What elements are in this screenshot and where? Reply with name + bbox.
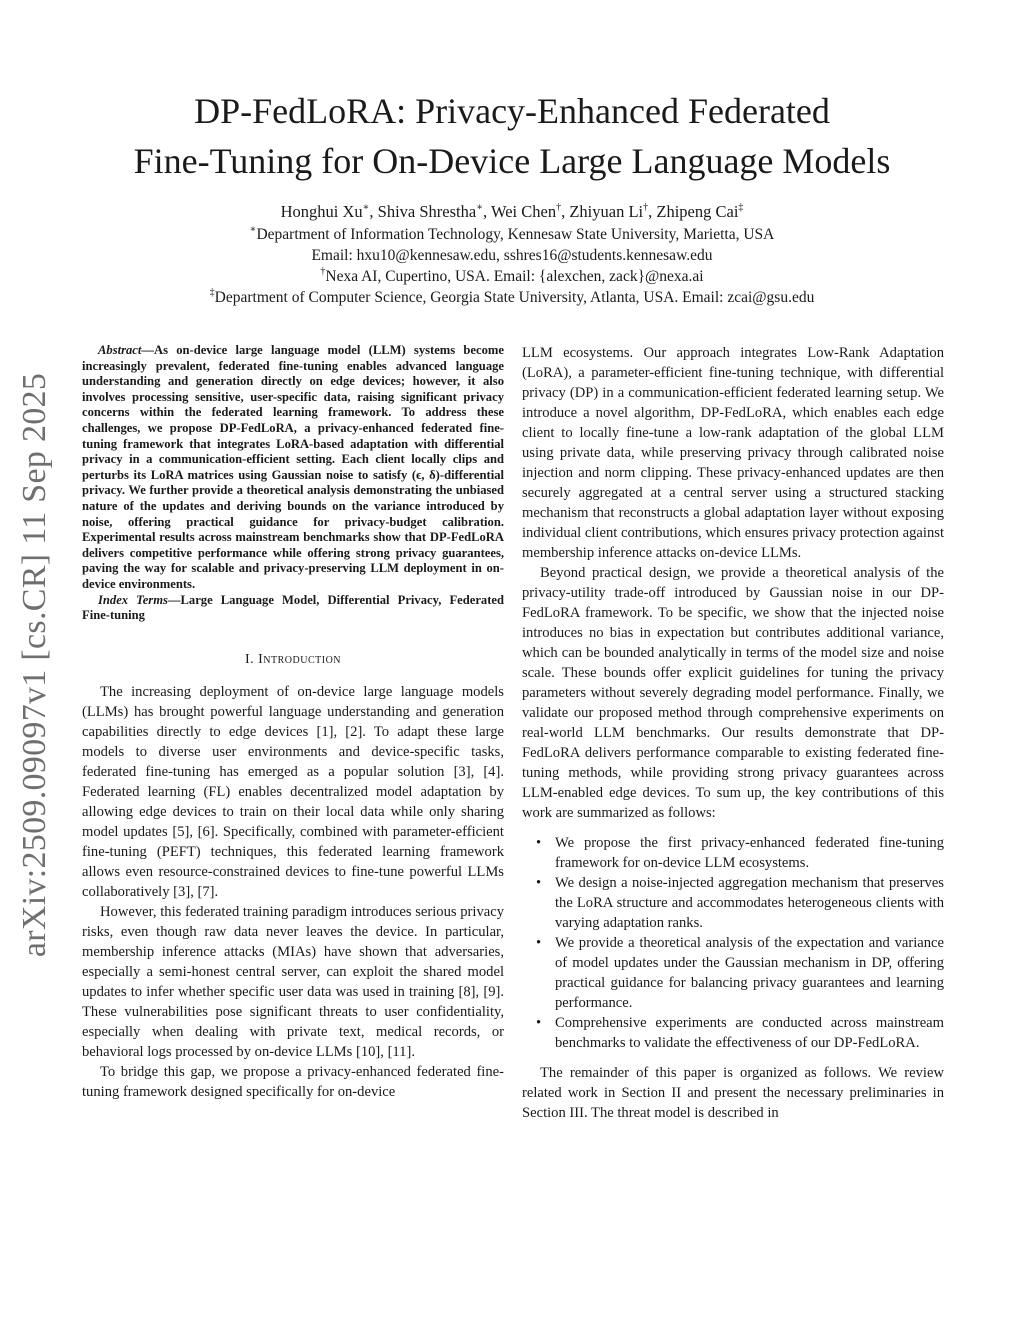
abstract <box>82 343 504 593</box>
author-mark: ∗ <box>362 201 370 213</box>
intro-paragraph-3: To bridge this gap, we propose a privacy-enhanced federated fine-tuning framework designed specifically for on-device <box>82 1063 504 1100</box>
author-mark: ∗ <box>476 201 484 213</box>
affiliation-mark: ‡ <box>209 286 215 298</box>
abstract-label: Abstract <box>98 343 142 357</box>
list-item-text: We propose the first privacy-enhanced federated fine-tuning framework for on-device LLM ecosystems. <box>555 835 944 871</box>
section-heading-introduction <box>82 650 504 670</box>
intro-paragraph-2: However, this federated training paradigm introduces serious privacy risks, even though raw data never leaves the device. In particular, membership inference attacks (MIAs) have shown that adversaries, especially a semi-honest central server, can exploit the shared model updates to infer whether specific user data was used in training [8], [9]. These vulnerabilities pose significant threats to user confidentiality, especially when dealing with private text, medical records, or behavioral logs processed by on-device LLMs [10], [11]. <box>82 903 504 1060</box>
right-paragraph-1: LLM ecosystems. Our approach integrates Low-Rank Adaptation (LoRA), a parameter-efficient fine-tuning technique, with differential privacy (DP) in a communication-efficient federated learning setup. We introduce a novel algorithm, DP-FedLoRA, which enables each edge client to locally fine-tune a low-rank adaptation of the global LLM using private data, while preserving privacy through calibrated noise injection and norm clipping. These privacy-enhanced updates are then securely aggregated at a central server using a structured stacking mechanism that reconstructs a global adaptation layer without exposing individual client contributions, which ensures privacy protection against membership inference attacks on-device LLMs. <box>522 345 944 561</box>
bullet-icon: • <box>536 835 542 851</box>
affiliation-1-email: Email: hxu10@kennesaw.edu, sshres16@students.kennesaw.edu <box>311 247 713 264</box>
right-column <box>522 343 944 1123</box>
affiliation-mark: † <box>320 265 326 277</box>
author-mark: † <box>643 201 649 213</box>
affiliation-1 <box>60 224 964 245</box>
author-name: , Zhiyuan Li <box>561 202 644 221</box>
index-terms-label: Index Terms <box>98 592 168 607</box>
list-item <box>522 833 944 873</box>
contributions-list <box>522 833 944 1053</box>
arxiv-identifier: arXiv:2509.09097v1 [cs.CR] 11 Sep 2025 <box>16 372 54 958</box>
right-paragraph-3: The remainder of this paper is organized as follows. We review related work in Section II and present the necessary preliminaries in Section III. The threat model is described in <box>522 1065 944 1121</box>
arxiv-identifier-sidebar <box>12 370 58 960</box>
list-item <box>522 873 944 933</box>
title-line-1: DP-FedLoRA: Privacy-Enhanced Federated <box>194 91 830 131</box>
index-terms <box>82 593 504 624</box>
author-name: , Shiva Shrestha <box>369 202 477 221</box>
list-item <box>522 1013 944 1053</box>
title-line-2: Fine-Tuning for On-Device Large Language Models <box>133 141 891 181</box>
affiliation-mark: ∗ <box>249 223 257 235</box>
bullet-icon: • <box>536 875 542 891</box>
affiliation-text: Department of Computer Science, Georgia State University, Atlanta, USA. Email: zcai@gsu.edu <box>214 289 815 306</box>
index-terms-text: —Large Language Model, Differential Privacy, Federated Fine-tuning <box>82 592 504 623</box>
right-paragraph-2: Beyond practical design, we provide a theoretical analysis of the privacy-utility trade-off introduced by Gaussian noise in our DP-FedLoRA framework. To be specific, we show that the injected noise introduces no bias in expectation but contributes additional variance, which can be bounded analytically in terms of the model size and noise scale. These bounds offer explicit guidelines for tuning the privacy parameters without severely degrading model performance. Finally, we validate our proposed method through comprehensive experiments on real-world LLM benchmarks. Our results demonstrate that DP-FedLoRA delivers performance comparable to existing federated fine-tuning methods, while providing strong privacy guarantees across LLM-enabled edge devices. To sum up, the key contributions of this work are summarized as follows: <box>522 565 944 821</box>
left-column <box>82 343 504 1102</box>
bullet-icon: • <box>536 935 542 951</box>
bullet-icon: • <box>536 1015 542 1031</box>
abstract-text: —As on-device large language model (LLM) systems become increasingly prevalent, federated fine-tuning enables advanced language understanding and generation directly on edge devices; however, it also involves processing sensitive, user-specific data, raising significant privacy concerns within the federated learning framework. To address these challenges, we propose DP-FedLoRA, a privacy-enhanced federated fine-tuning framework that integrates LoRA-based adaptation with differential privacy in a communication-efficient setting. Each client locally clips and perturbs its LoRA matrices using Gaussian noise to satisfy (ϵ, δ)-differential privacy. We further provide a theoretical analysis demonstrating the unbiased nature of the updates and deriving bounds on the variance introduced by noise, offering practical guidance for privacy-budget calibration. Experimental results across mainstream benchmarks show that DP-FedLoRA delivers competitive performance while offering strong privacy guarantees, paving the way for scalable and privacy-preserving LLM deployment in on-device environments. <box>82 343 504 591</box>
author-name: , Zhipeng Cai <box>648 202 739 221</box>
section-number: I. <box>244 651 259 667</box>
paper-title <box>60 86 964 186</box>
list-item-text: We design a noise-injected aggregation mechanism that preserves the LoRA structure and accommodates heterogeneous clients with varying adaptation ranks. <box>555 875 944 931</box>
author-name: , Wei Chen <box>483 202 557 221</box>
affiliation-2 <box>60 266 964 287</box>
list-item-text: Comprehensive experiments are conducted across mainstream benchmarks to validate the effectiveness of our DP-FedLoRA. <box>555 1015 944 1051</box>
author-block <box>60 201 964 308</box>
affiliation-text: Nexa AI, Cupertino, USA. Email: {alexchen, zack}@nexa.ai <box>325 268 704 285</box>
list-item-text: We provide a theoretical analysis of the expectation and variance of model updates under the Gaussian mechanism in DP, offering practical guidance for balancing privacy guarantees and learning performance. <box>555 935 944 1011</box>
author-mark: ‡ <box>738 201 744 213</box>
section-title: Introduction <box>258 651 342 667</box>
affiliation-3 <box>60 287 964 308</box>
author-mark: † <box>556 201 562 213</box>
list-item <box>522 933 944 1013</box>
author-names <box>60 201 964 222</box>
affiliation-text: Department of Information Technology, Kennesaw State University, Marietta, USA <box>256 226 775 243</box>
author-name: Honghui Xu <box>280 202 363 221</box>
intro-paragraph-1: The increasing deployment of on-device large language models (LLMs) has brought powerful language understanding and generation capabilities directly to edge devices [1], [2]. To adapt these large models to diverse user environments and device-specific tasks, federated fine-tuning has emerged as a popular solution [3], [4]. Federated learning (FL) enables decentralized model adaptation by allowing edge devices to train on their local data while only sharing model updates [5], [6]. Specifically, combined with parameter-efficient fine-tuning (PEFT) techniques, this federated learning framework allows even resource-constrained devices to fine-tune powerful LLMs collaboratively [3], [7]. <box>82 683 504 900</box>
